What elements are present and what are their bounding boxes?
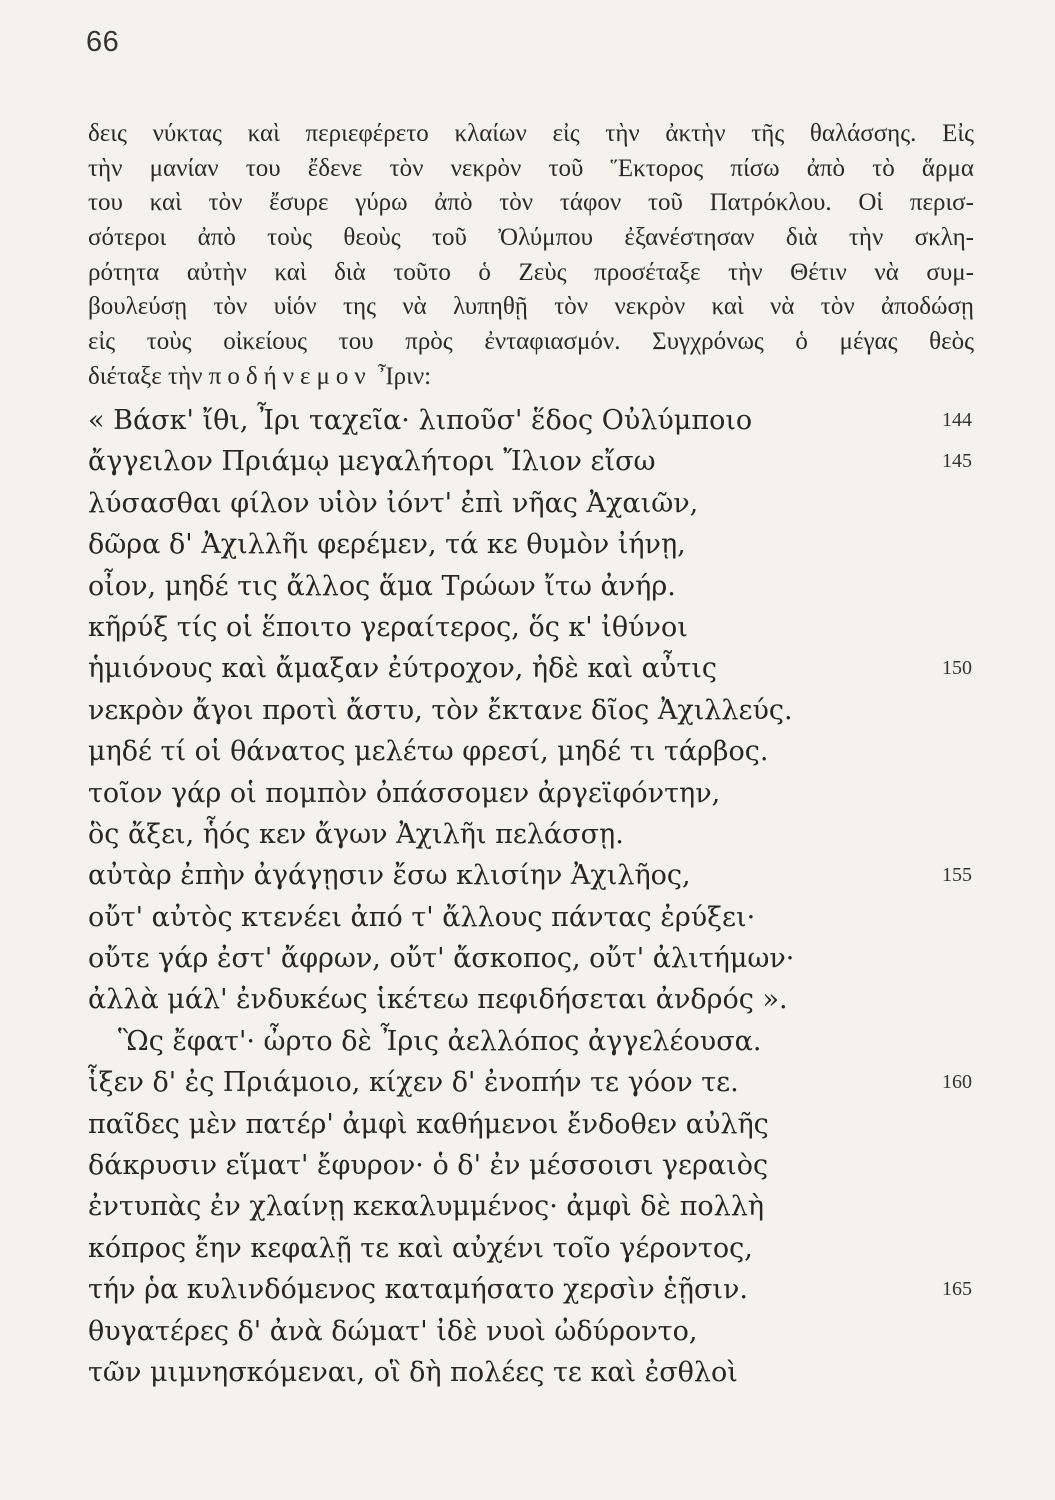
verse-line	[88, 1269, 988, 1310]
prose-line: σότεροι ἀπὸ τοὺς θεοὺς τοῦ Ὀλύμπου ἐξανέστησαν διὰ τὴν σκλη-	[88, 224, 974, 252]
verse-line	[88, 648, 988, 689]
verse-line	[88, 814, 988, 855]
page-number: 66	[86, 26, 120, 58]
verse-text: τήν ῥα κυλινδόμενος καταμήσατο χερσὶν ἑῇσιν.	[88, 1274, 748, 1306]
verse-text: ἡμιόνους καὶ ἄμαξαν ἐύτροχον, ἠδὲ καὶ αὖτις	[88, 653, 717, 685]
verse-text: ἀλλὰ μάλ' ἐνδυκέως ἱκέτεω πεφιδήσεται ἀνδρός ».	[88, 984, 788, 1016]
prose-line: του καὶ τὸν ἔσυρε γύρω ἀπὸ τὸν τάφον τοῦ Πατρόκλου. Οἱ περισ-	[88, 189, 974, 217]
verse-line-number: 150	[942, 657, 972, 680]
verse-text: οὔτε γάρ ἐστ' ἄφρων, οὔτ' ἄσκοπος, οὔτ' ἀλιτήμων·	[88, 943, 795, 975]
prose-line: βουλεύσῃ τὸν υἱόν της νὰ λυπηθῇ τὸν νεκρὸν καὶ νὰ τὸν ἀποδώσῃ	[88, 293, 974, 321]
verse-text: « Βάσκ' ἴθι, Ἶρι ταχεῖα· λιποῦσ' ἕδος Οὐλύμποιο	[88, 405, 753, 436]
verse-line-number: 145	[942, 450, 972, 473]
verse-line	[88, 524, 988, 565]
verse-text: Ὣς ἔφατ'· ὦρτο δὲ Ἶρις ἀελλόπος ἀγγελέουσα.	[118, 1025, 762, 1057]
prose-line: εἰς τοὺς οἰκείους του πρὸς ἐνταφιασμόν. Συγχρόνως ὁ μέγας θεὸς	[88, 328, 974, 356]
prose-line-last	[88, 360, 974, 395]
verse-text: νεκρὸν ἄγοι προτὶ ἄστυ, τὸν ἔκτανε δῖος Ἀχιλλεύς.	[88, 694, 793, 726]
verse-line	[88, 938, 988, 979]
verse-block	[88, 400, 988, 1393]
prose-line: ρότητα αὐτὴν καὶ διὰ τοῦτο ὁ Ζεὺς προσέταξε τὴν Θέτιν νὰ συμ-	[88, 258, 974, 286]
verse-text: οὔτ' αὐτὸς κτενέει ἀπό τ' ἄλλους πάντας ἐρύξει·	[88, 901, 756, 933]
verse-line	[88, 1311, 988, 1352]
verse-line	[88, 731, 988, 772]
verse-line	[88, 690, 988, 731]
verse-line	[88, 566, 988, 607]
prose-paragraph	[88, 117, 974, 395]
verse-line	[88, 441, 988, 482]
verse-text: κῆρύξ τίς οἱ ἕποιτο γεραίτερος, ὅς κ' ἰθύνοι	[88, 611, 688, 643]
verse-line	[88, 1021, 988, 1062]
verse-text: οἶον, μηδέ τις ἄλλος ἅμα Τρώων ἴτω ἀνήρ.	[88, 570, 676, 602]
verse-text: κόπρος ἔην κεφαλῇ τε καὶ αὐχένι τοῖο γέροντος,	[88, 1232, 753, 1264]
verse-line	[88, 1104, 988, 1145]
verse-text: τῶν μιμνησκόμεναι, οἳ δὴ πολέες τε καὶ ἐσθλοὶ	[88, 1356, 738, 1388]
verse-line	[88, 979, 988, 1020]
prose-last-spaced-word: ποδήνεμον	[208, 362, 372, 390]
verse-text: δῶρα δ' Ἀχιλλῆι φερέμεν, τά κε θυμὸν ἰήνῃ,	[88, 529, 686, 561]
verse-line	[88, 1062, 988, 1103]
verse-text: ὃς ἄξει, ἧός κεν ἄγων Ἀχιλῆι πελάσσῃ.	[88, 818, 624, 850]
verse-line	[88, 1352, 988, 1393]
verse-text: παῖδες μὲν πατέρ' ἀμφὶ καθήμενοι ἔνδοθεν αὐλῆς	[88, 1108, 769, 1140]
verse-line	[88, 1145, 988, 1186]
prose-last-after: Ἶριν:	[377, 362, 432, 390]
prose-line: δεις νύκτας καὶ περιεφέρετο κλαίων εἰς τὴν ἀκτὴν τῆς θαλάσσης. Εἰς	[88, 120, 974, 147]
prose-line: τὴν μανίαν του ἔδενε τὸν νεκρὸν τοῦ Ἕκτορος πίσω ἀπὸ τὸ ἅρμα	[88, 154, 974, 182]
prose-last-before: διέταξε τὴν	[88, 362, 203, 390]
verse-text: δάκρυσιν εἵματ' ἔφυρον· ὁ δ' ἐν μέσσοισι γεραιὸς	[88, 1150, 769, 1182]
verse-line	[88, 1186, 988, 1227]
verse-text: ἷξεν δ' ἐς Πριάμοιο, κίχεν δ' ἐνοπήν τε γόον τε.	[88, 1067, 739, 1099]
verse-line	[88, 400, 988, 441]
verse-line-number: 144	[942, 409, 972, 431]
verse-text: αὐτὰρ ἐπὴν ἀγάγῃσιν ἔσω κλισίην Ἀχιλῆος,	[88, 860, 691, 892]
verse-line-number: 160	[942, 1071, 972, 1094]
verse-line	[88, 1228, 988, 1269]
verse-line	[88, 607, 988, 648]
verse-line	[88, 483, 988, 524]
verse-line-number: 155	[942, 864, 972, 887]
verse-line-number: 165	[942, 1278, 972, 1301]
verse-line	[88, 773, 988, 814]
verse-text: ἐντυπὰς ἐν χλαίνῃ κεκαλυμμένος· ἀμφὶ δὲ πολλὴ	[88, 1191, 765, 1223]
verse-text: τοῖον γάρ οἱ πομπὸν ὀπάσσομεν ἀργεϊφόντην,	[88, 777, 721, 809]
verse-text: λύσασθαι φίλον υἱὸν ἰόντ' ἐπὶ νῆας Ἀχαιῶν,	[88, 487, 699, 519]
verse-text: θυγατέρες δ' ἀνὰ δώματ' ἰδὲ νυοὶ ὠδύροντο,	[88, 1315, 698, 1347]
verse-line	[88, 897, 988, 938]
verse-line	[88, 855, 988, 896]
verse-text: ἄγγειλον Πριάμῳ μεγαλήτορι Ἴλιον εἴσω	[88, 446, 656, 478]
verse-text: μηδέ τί οἱ θάνατος μελέτω φρεσί, μηδέ τι τάρβος.	[88, 736, 769, 768]
